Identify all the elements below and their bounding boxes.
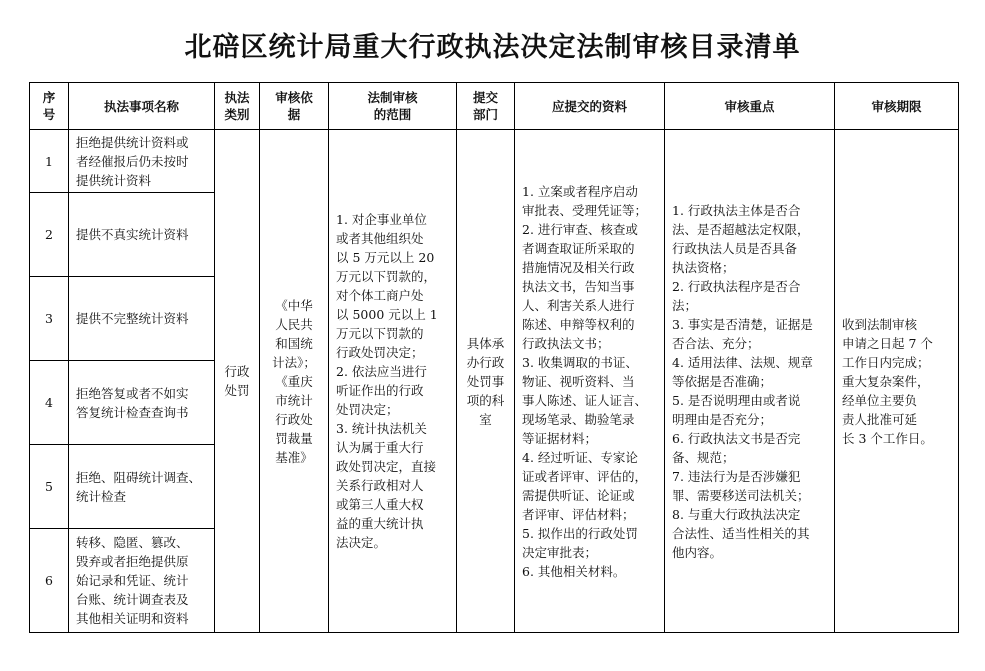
- row-num: 3: [30, 277, 69, 361]
- header-num: 序 号: [30, 83, 69, 130]
- table-row: [30, 130, 959, 193]
- row-name: 拒绝、阻碍统计调查、 统计检查: [69, 445, 215, 529]
- focus-item: 3. 事实是否清楚，证据是 否合法、充分；: [672, 316, 813, 351]
- focus-item: 4. 适用法律、法规、规章 等依据是否准确；: [672, 354, 813, 389]
- submitting-department: 具体承 办行政 处罚事 项的科 室: [457, 130, 515, 633]
- header-dept: 提交 部门: [457, 83, 515, 130]
- header-category: 执法 类别: [215, 83, 260, 130]
- row-num: 6: [30, 529, 69, 633]
- row-num: 2: [30, 193, 69, 277]
- header-scope: 法制审核 的范围: [329, 83, 457, 130]
- header-basis: 审核依 据: [260, 83, 329, 130]
- enforcement-category: 行政 处罚: [215, 130, 260, 633]
- scope-item: 2. 依法应当进行 听证作出的行政 处罚决定；: [336, 364, 427, 417]
- audit-period: 收到法制审核 申请之日起 7 个 工作日内完成； 重大复杂案件， 经单位主要负 责人批准可延 长 3 个工作日。: [835, 130, 959, 633]
- audit-focus: [665, 130, 835, 633]
- scope-item: 1. 对企事业单位 或者其他组织处 以 5 万元以上 20 万元以下罚款的， 对个体工商户处 以 5000 元以上 1 万元以下罚款的 行政处罚决定；: [336, 212, 438, 360]
- focus-item: 7. 违法行为是否涉嫌犯 罪、需要移送司法机关；: [672, 468, 810, 503]
- header-period: 审核期限: [835, 83, 959, 130]
- header-focus: 审核重点: [665, 83, 835, 130]
- row-num: 5: [30, 445, 69, 529]
- material-item: 5. 拟作出的行政处罚 决定审批表；: [522, 525, 638, 560]
- row-num: 4: [30, 361, 69, 445]
- header-materials: 应提交的资料: [515, 83, 665, 130]
- focus-item: 2. 行政执法程序是否合 法；: [672, 278, 801, 313]
- header-row: [30, 83, 959, 130]
- header-name: 执法事项名称: [69, 83, 215, 130]
- audit-catalog-table: [29, 82, 959, 633]
- page-title: 北碚区统计局重大行政执法决定法制审核目录清单: [184, 32, 801, 63]
- material-item: 3. 收集调取的书证、 物证、视听资料、当 事人陈述、证人证言、 现场笔录、勘验笔录 等证据材料；: [522, 354, 648, 446]
- material-item: 4. 经过听证、专家论 证或者评审、评估的， 需提供听证、论证或 者评审、评估材料；: [522, 449, 648, 522]
- row-num: 1: [30, 130, 69, 193]
- material-item: 1. 立案或者程序启动 审批表、受理凭证等；: [522, 183, 648, 218]
- row-name: 提供不真实统计资料: [69, 193, 215, 277]
- required-materials: [515, 130, 665, 633]
- row-name: 提供不完整统计资料: [69, 277, 215, 361]
- row-name: 转移、隐匿、篡改、 毁弃或者拒绝提供原 始记录和凭证、统计 台账、统计调查表及 其他相关证明和资料: [69, 529, 215, 633]
- audit-basis: 《中华 人民共 和国统 计法》； 《重庆 市统计 行政处 罚裁量 基准》: [260, 130, 329, 633]
- focus-item: 1. 行政执法主体是否合 法、是否超越法定权限， 行政执法人员是否具备 执法资格；: [672, 202, 810, 275]
- focus-item: 6. 行政执法文书是否完 备、规范；: [672, 430, 801, 465]
- material-item: 2. 进行审查、核查或 者调查取证所采取的 措施情况及相关行政 执法文书，告知当事 人、利害关系人进行 陈述、申辩等权利的 行政执法文书；: [522, 221, 638, 351]
- focus-item: 5. 是否说明理由或者说 明理由是否充分；: [672, 392, 801, 427]
- material-item: 6. 其他相关材料。: [522, 563, 626, 579]
- row-name: 拒绝提供统计资料或 者经催报后仍未按时 提供统计资料: [69, 130, 215, 193]
- focus-item: 8. 与重大行政执法决定 合法性、适当性相关的其 他内容。: [672, 506, 810, 560]
- audit-scope: [329, 130, 457, 633]
- row-name: 拒绝答复或者不如实 答复统计检查查询书: [69, 361, 215, 445]
- scope-item: 3. 统计执法机关 认为属于重大行 政处罚决定，直接 关系行政相对人 或第三人重大权 益的重大统计执 法决定。: [336, 421, 437, 550]
